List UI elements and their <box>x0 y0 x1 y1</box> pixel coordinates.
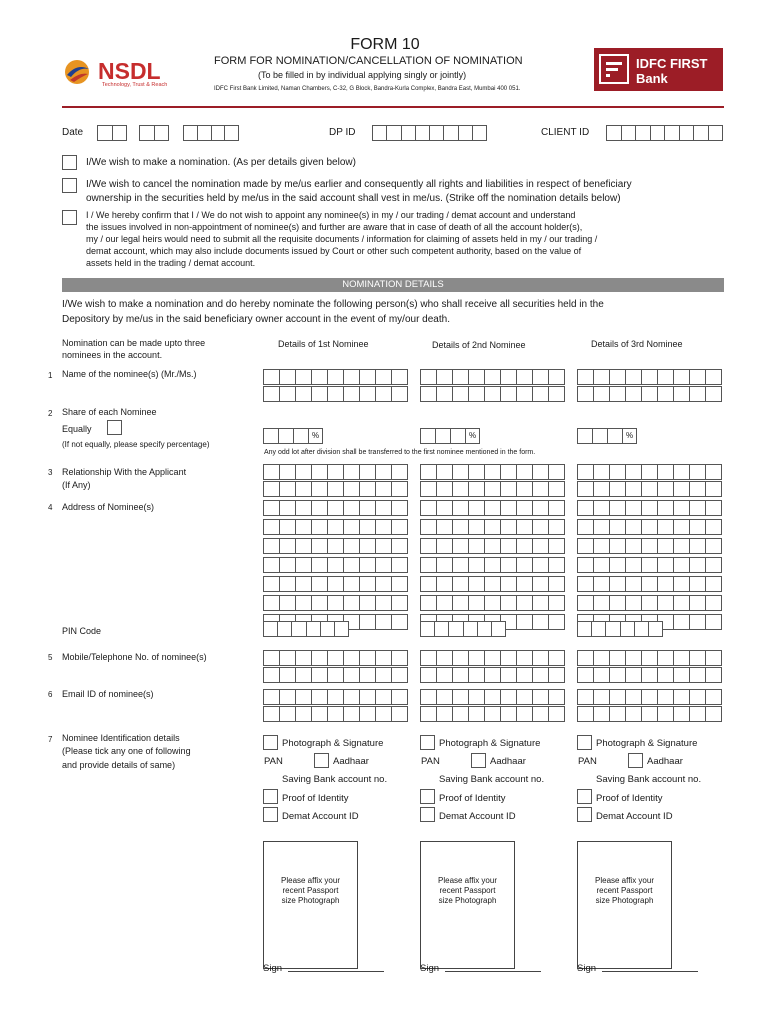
idfc-emblem-icon <box>599 54 629 84</box>
nominee-1-email-row-2[interactable] <box>263 706 408 722</box>
nominee-3-name-row-2[interactable] <box>577 386 722 402</box>
row-1-number: 1 <box>48 371 53 380</box>
nominee-3-aadhaar-label: Aadhaar <box>647 756 683 767</box>
row-3-label-2: (If Any) <box>62 480 91 490</box>
row-3-label-1: Relationship With the Applicant <box>62 467 187 477</box>
cancel-nomination-text-2: ownership in the securities held by me/us in the said account shall vest in me/us. (Strike off the nomination details below) <box>86 193 621 204</box>
opt-out-text-5: assets held in the trading / demat account. <box>86 258 256 268</box>
col-header-1st-nominee: Details of 1st Nominee <box>278 339 369 349</box>
nominee-3-relationship-row-2[interactable] <box>577 481 722 497</box>
nominee-3-address-row-5[interactable] <box>577 576 722 592</box>
nominee-1-address-row-4[interactable] <box>263 557 408 573</box>
nominee-2-aadhaar-checkbox[interactable] <box>471 753 486 768</box>
nominee-2-relationship-row-2[interactable] <box>420 481 565 497</box>
row-4-label: Address of Nominee(s) <box>62 502 155 512</box>
client-id-label: CLIENT ID <box>541 127 590 138</box>
nominee-2-aadhaar-label: Aadhaar <box>490 756 526 767</box>
nsdl-wordmark: NSDL <box>98 58 161 84</box>
date-year-input[interactable] <box>183 125 239 141</box>
nominee-3-photo-sig-checkbox[interactable] <box>577 735 592 750</box>
row-2-note: (If not equally, please specify percentage) <box>62 440 210 449</box>
nominee-2-proof-label: Proof of Identity <box>439 793 506 804</box>
nominee-2-relationship-row-1[interactable] <box>420 464 565 480</box>
nominee-limit-note-2: nominees in the account. <box>62 350 163 360</box>
nominee-1-email-row-1[interactable] <box>263 689 408 705</box>
nominee-1-mobile-row-1[interactable] <box>263 650 408 666</box>
nominee-2-address-row-3[interactable] <box>420 538 565 554</box>
nominee-3-email-row-1[interactable] <box>577 689 722 705</box>
row-5-label: Mobile/Telephone No. of nominee(s) <box>62 652 207 662</box>
nominee-1-photo-box[interactable] <box>263 841 358 969</box>
nominee-3-savings-label: Saving Bank account no. <box>596 774 702 785</box>
nominee-2-photo-box[interactable] <box>420 841 515 969</box>
nominee-1-sign-label: Sign <box>263 963 283 974</box>
nominee-3-pin-input[interactable] <box>577 621 663 637</box>
nominee-1-photo-text-3: size Photograph <box>281 896 340 905</box>
row-6-label: Email ID of nominee(s) <box>62 689 154 699</box>
nominee-3-proof-checkbox[interactable] <box>577 789 592 804</box>
nsdl-logo <box>62 58 177 92</box>
nomination-details-header <box>62 278 724 292</box>
date-label: Date <box>62 127 84 138</box>
pin-code-label: PIN Code <box>62 626 102 636</box>
bank-logo-line1: IDFC FIRST <box>636 56 708 71</box>
nominee-3-photo-sig-label: Photograph & Signature <box>596 738 698 749</box>
share-equally-checkbox[interactable] <box>107 420 122 435</box>
nominee-1-photo-sig-label: Photograph & Signature <box>282 738 384 749</box>
nominee-3-photo-text-3: size Photograph <box>595 896 654 905</box>
col-header-3rd-nominee: Details of 3rd Nominee <box>591 339 683 349</box>
nominee-3-share-input[interactable] <box>577 428 623 444</box>
nominee-2-address-row-6[interactable] <box>420 595 565 611</box>
nominee-3-mobile-row-1[interactable] <box>577 650 722 666</box>
nominee-3-sign-line[interactable] <box>602 971 698 972</box>
nominee-2-photo-sig-label: Photograph & Signature <box>439 738 541 749</box>
nominee-3-address-row-2[interactable] <box>577 519 722 535</box>
nominee-2-share-percent <box>465 428 480 444</box>
opt-out-text-2: the issues involved in non-appointment of nominee(s) and further are aware that in case of death of all the account holder(s), <box>86 222 583 232</box>
nominee-2-photo-sig-checkbox[interactable] <box>420 735 435 750</box>
nominee-2-proof-checkbox[interactable] <box>420 789 435 804</box>
nominee-limit-note-1: Nomination can be made upto three <box>62 338 206 348</box>
nominee-3-percent-sign: % <box>625 431 634 440</box>
nsdl-tagline: Technology, Trust & Reach <box>102 82 168 88</box>
bank-logo-line2: Bank <box>636 71 668 86</box>
header-divider <box>62 106 724 108</box>
nominee-3-proof-label: Proof of Identity <box>596 793 663 804</box>
nominee-2-address-row-4[interactable] <box>420 557 565 573</box>
row-1-label: Name of the nominee(s) (Mr./Ms.) <box>62 369 197 379</box>
nominee-2-photo-text-1: Please affix your <box>438 876 497 885</box>
nominee-1-address-row-2[interactable] <box>263 519 408 535</box>
nominee-3-pan-label: PAN <box>578 756 597 767</box>
nominee-1-address-row-5[interactable] <box>263 576 408 592</box>
nominee-1-photo-text-2: recent Passport <box>282 886 339 895</box>
nominee-3-photo-text-1: Please affix your <box>595 876 654 885</box>
make-nomination-text: I/We wish to make a nomination. (As per details given below) <box>86 157 356 168</box>
nominee-1-name-row-1[interactable] <box>263 369 408 385</box>
nominee-2-name-row-1[interactable] <box>420 369 565 385</box>
nominee-3-demat-checkbox[interactable] <box>577 807 592 822</box>
opt-out-text-3: my / our legal heirs would need to submit all the requisite documents / information for claiming of assets held in my / our trading / <box>86 234 598 244</box>
form-note: (To be filled in by individual applying singly or jointly) <box>258 70 467 80</box>
nominee-2-percent-sign: % <box>468 431 477 440</box>
make-nomination-checkbox[interactable] <box>62 155 77 170</box>
nominee-1-address-row-6[interactable] <box>263 595 408 611</box>
nominee-2-pin-input[interactable] <box>420 621 506 637</box>
row-6-number: 6 <box>48 690 53 699</box>
nomination-intro-2: Depository by me/us in the said beneficiary owner account in the event of my/our death. <box>62 314 450 325</box>
row-3-number: 3 <box>48 468 53 477</box>
col-header-2nd-nominee: Details of 2nd Nominee <box>432 340 526 350</box>
nominee-2-demat-label: Demat Account ID <box>439 811 516 822</box>
form-title: FORM 10 <box>350 36 420 53</box>
row-4-number: 4 <box>48 503 53 512</box>
nominee-1-photo-text-1: Please affix your <box>281 876 340 885</box>
nominee-3-relationship-row-1[interactable] <box>577 464 722 480</box>
nsdl-emblem-icon <box>62 58 94 86</box>
cancel-nomination-text-1: I/We wish to cancel the nomination made by me/us earlier and consequently all rights and liabilities in respect of beneficiary <box>86 179 632 190</box>
nominee-3-email-row-2[interactable] <box>577 706 722 722</box>
dp-id-label: DP ID <box>329 127 356 138</box>
nominee-1-sign-line[interactable] <box>288 971 384 972</box>
cancel-nomination-checkbox[interactable] <box>62 178 77 193</box>
nominee-2-photo-text-3: size Photograph <box>438 896 497 905</box>
idfc-first-bank-logo <box>594 48 723 91</box>
nominee-1-share-input[interactable] <box>263 428 309 444</box>
nominee-1-proof-checkbox[interactable] <box>263 789 278 804</box>
nominee-2-email-row-1[interactable] <box>420 689 565 705</box>
row-2-number: 2 <box>48 409 53 418</box>
odd-lot-note: Any odd lot after division shall be transferred to the first nominee mentioned in the form. <box>264 449 536 456</box>
nominee-2-share-input[interactable] <box>420 428 466 444</box>
nominee-2-email-row-2[interactable] <box>420 706 565 722</box>
date-day-input[interactable] <box>97 125 127 141</box>
nominee-3-address-row-6[interactable] <box>577 595 722 611</box>
nominee-3-demat-label: Demat Account ID <box>596 811 673 822</box>
row-7-label-3: and provide details of same) <box>62 760 176 770</box>
client-id-input[interactable] <box>606 125 723 141</box>
nominee-1-photo-sig-checkbox[interactable] <box>263 735 278 750</box>
row-7-label-2: (Please tick any one of following <box>62 746 191 756</box>
nominee-3-aadhaar-checkbox[interactable] <box>628 753 643 768</box>
nominee-2-address-row-1[interactable] <box>420 500 565 516</box>
nominee-3-sign-label: Sign <box>577 963 597 974</box>
nominee-1-share-percent <box>308 428 323 444</box>
nominee-3-share-percent <box>622 428 637 444</box>
nominee-2-photo-text-2: recent Passport <box>439 886 496 895</box>
nominee-1-demat-checkbox[interactable] <box>263 807 278 822</box>
nomination-intro-1: I/We wish to make a nomination and do hereby nominate the following person(s) who shall receive all securities held in the <box>62 299 604 310</box>
form-subtitle: FORM FOR NOMINATION/CANCELLATION OF NOMINATION <box>214 55 523 67</box>
nominee-3-photo-box[interactable] <box>577 841 672 969</box>
nominee-1-address-row-1[interactable] <box>263 500 408 516</box>
row-2-label: Share of each Nominee <box>62 407 157 417</box>
nominee-2-address-row-5[interactable] <box>420 576 565 592</box>
nominee-1-demat-label: Demat Account ID <box>282 811 359 822</box>
nominee-1-relationship-row-2[interactable] <box>263 481 408 497</box>
nominee-2-address-row-2[interactable] <box>420 519 565 535</box>
row-5-number: 5 <box>48 653 53 662</box>
nominee-1-name-row-2[interactable] <box>263 386 408 402</box>
nominee-2-savings-label: Saving Bank account no. <box>439 774 545 785</box>
nominee-1-percent-sign: % <box>311 431 320 440</box>
nominee-3-address-row-4[interactable] <box>577 557 722 573</box>
nominee-3-photo-text-2: recent Passport <box>596 886 653 895</box>
row-7-label-1: Nominee Identification details <box>62 733 180 743</box>
nominee-1-aadhaar-checkbox[interactable] <box>314 753 329 768</box>
nominee-1-relationship-row-1[interactable] <box>263 464 408 480</box>
nominee-2-sign-label: Sign <box>420 963 440 974</box>
nominee-2-mobile-row-2[interactable] <box>420 667 565 683</box>
opt-out-checkbox[interactable] <box>62 210 77 225</box>
nominee-1-savings-label: Saving Bank account no. <box>282 774 388 785</box>
nominee-1-aadhaar-label: Aadhaar <box>333 756 369 767</box>
nominee-1-proof-label: Proof of Identity <box>282 793 349 804</box>
nominee-1-pin-input[interactable] <box>263 621 349 637</box>
opt-out-text-1: I / We hereby confirm that I / We do not wish to appoint any nominee(s) in my / our trading / demat account and understand <box>86 210 576 220</box>
nominee-2-mobile-row-1[interactable] <box>420 650 565 666</box>
nominee-3-mobile-row-2[interactable] <box>577 667 722 683</box>
dp-id-input[interactable] <box>372 125 487 141</box>
opt-out-text-4: demat account, which may also include documents issued by Court or other such competent authority, based on the value of <box>86 246 582 256</box>
nominee-3-address-row-3[interactable] <box>577 538 722 554</box>
nominee-2-sign-line[interactable] <box>445 971 541 972</box>
row-2-equally-label: Equally <box>62 424 92 434</box>
nominee-1-address-row-3[interactable] <box>263 538 408 554</box>
date-month-input[interactable] <box>139 125 169 141</box>
bank-address: IDFC First Bank Limited, Naman Chambers, C-32, G Block, Bandra-Kurla Complex, Bandra East, Mumbai 400 051. <box>214 86 521 92</box>
nominee-2-demat-checkbox[interactable] <box>420 807 435 822</box>
nomination-details-heading: NOMINATION DETAILS <box>342 279 444 290</box>
nominee-3-name-row-1[interactable] <box>577 369 722 385</box>
nominee-1-pan-label: PAN <box>264 756 283 767</box>
nominee-2-name-row-2[interactable] <box>420 386 565 402</box>
nominee-3-address-row-1[interactable] <box>577 500 722 516</box>
nominee-1-mobile-row-2[interactable] <box>263 667 408 683</box>
row-7-number: 7 <box>48 735 53 744</box>
nominee-2-pan-label: PAN <box>421 756 440 767</box>
